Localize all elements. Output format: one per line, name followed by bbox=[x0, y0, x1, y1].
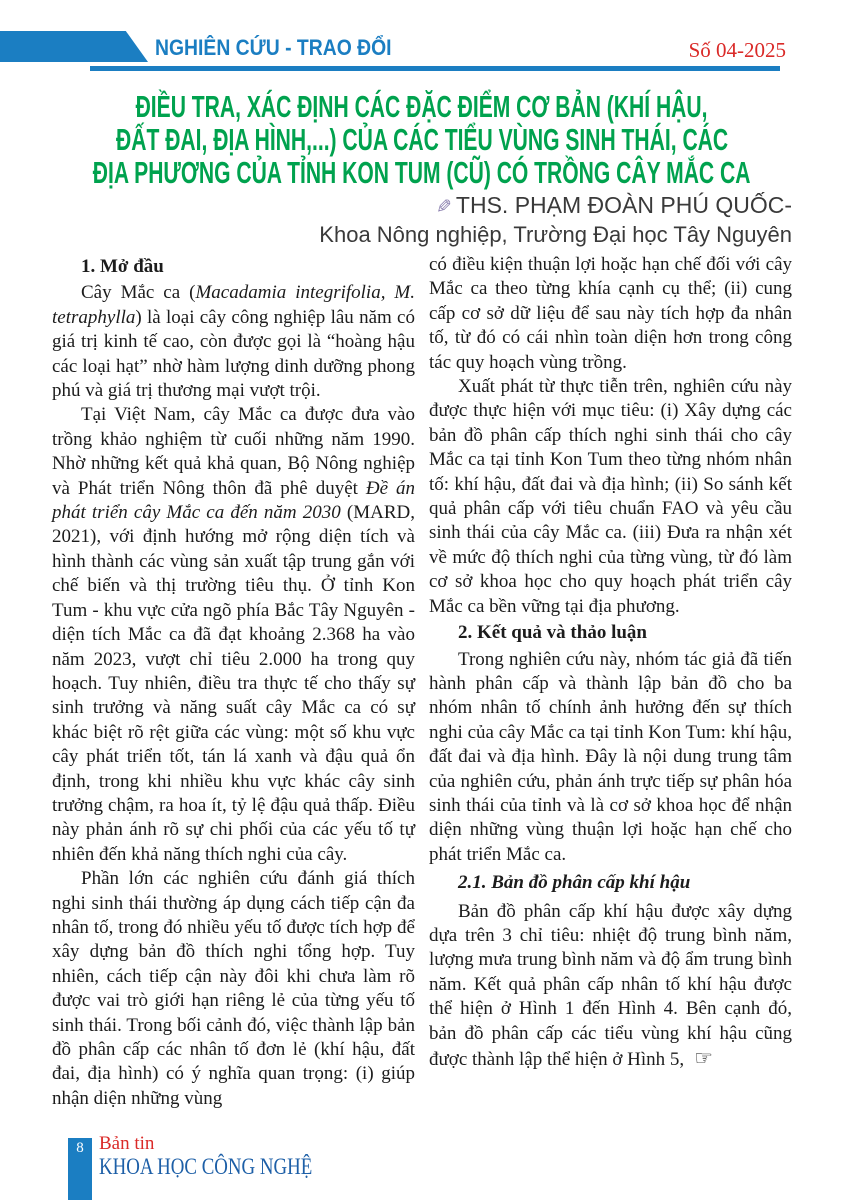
left-column bbox=[52, 253, 415, 1111]
paragraph-objectives: Xuất phát từ thực tiễn trên, nghiên cứu này được thực hiện với mục tiêu: (i) Xây dựng các bản đồ phân cấp thích nghi sinh thái cho cây Mắc ca tại tỉnh Kon Tum theo từng nhóm nhân tố: khí hậu, đất đai và địa hình; (ii) So sánh kết quả phân cấp với tiêu chuẩn FAO và yêu cầu sinh thái của cây Mắc ca. (iii) Đưa ra nhận xét về mức độ thích nghi của từng vùng, từ đó làm cơ sở khoa học cho quy hoạch phát triển cây Mắc ca bền vững tại địa phương. bbox=[429, 376, 792, 617]
article-body bbox=[52, 253, 793, 1111]
bulletin-label: Bản tin bbox=[99, 1133, 155, 1154]
bulletin-name: KHOA HỌC CÔNG NGHỆ bbox=[99, 1154, 313, 1179]
section-heading-1: 1. Mở đầu bbox=[81, 256, 164, 277]
issue-number: Số 04-2025 bbox=[688, 38, 786, 62]
page-number-bar bbox=[68, 1138, 92, 1200]
header-rule bbox=[90, 66, 780, 71]
paragraph-vietnam-context bbox=[52, 403, 415, 867]
article-title-line bbox=[0, 156, 844, 189]
paragraph-research-gap-continued: có điều kiện thuận lợi hoặc hạn chế đối với cây Mắc ca theo từng khía cạnh cụ thể; (ii) cung cấp cơ sở dữ liệu để sau này tích hợp đa nhân tố, từ đó có cái nhìn toàn diện hơn trong công tác quy hoạch vùng trồng. bbox=[429, 254, 792, 373]
pen-icon: ✎ bbox=[436, 197, 452, 218]
species-latin-name: Macadamia integrifolia, M. tetraphylla bbox=[52, 282, 415, 328]
paragraph-text: (MARD, 2021), với định hướng mở rộng diện tích và hình thành các vùng sản xuất tập trung gắn với chế biến và thị trường tiêu thụ. Ở tỉnh Kon Tum - khu vực cửa ngõ phía Bắc Tây Nguyên - diện tích Mắc ca đã đạt khoảng 2.368 ha vào năm 2023, vượt chỉ tiêu 2.000 ha trong quy hoạch. Tuy nhiên, điều tra thực tế cho thấy sự sinh trưởng và năng suất cây Mắc ca có sự khác biệt rõ rệt giữa các vùng: một số khu vực cây phát triển tốt, tán lá xanh và đậu quả ổn định, trong khi nhiều khu vực khác cây sinh trưởng chậm, ra hoa ít, tỷ lệ đậu quả thấp. Điều này phản ánh rõ sự chi phối của các yếu tố tự nhiên đến khả năng thích nghi của cây. bbox=[52, 502, 415, 865]
paragraph-text: Bản đồ phân cấp khí hậu được xây dựng dựa trên 3 chỉ tiêu: nhiệt độ trung bình năm, lượng mưa trung bình năm và độ ẩm trung bình năm. Kết quả phân cấp nhân tố khí hậu được thể hiện ở Hình 1 đến Hình 4. Bên cạnh đó, bản đồ phân cấp các tiểu vùng khí hậu cũng được thành lập thể hiện ở Hình 5, bbox=[429, 900, 792, 1070]
right-column bbox=[429, 253, 792, 1111]
article-title bbox=[0, 90, 844, 189]
footer-bulletin bbox=[99, 1134, 359, 1180]
article-title-text: ĐỊA PHƯƠNG CỦA TỈNH KON TUM (CŨ) CÓ TRỒNG CÂY MẮC CA bbox=[93, 155, 751, 190]
paragraph-text: Cây Mắc ca ( bbox=[81, 282, 196, 304]
author-name-line bbox=[319, 192, 792, 221]
paragraph-results-overview: Trong nghiên cứu này, nhóm tác giả đã tiến hành phân cấp và thành lập bản đồ cho ba nhóm nhân tố chính ảnh hưởng đến sự thích nghi của cây Mắc ca tại tỉnh Kon Tum: khí hậu, đất đai và địa hình. Đây là nội dung trung tâm của nghiên cứu, phản ánh trực tiếp sự phân hóa sinh thái của tỉnh và là cơ sở khoa học để nhận diện những vùng thuận lợi hoặc hạn chế cho phát triển Mắc ca. bbox=[429, 648, 792, 865]
page-number: 8 bbox=[76, 1140, 84, 1156]
bulletin-name-row bbox=[99, 1154, 359, 1180]
paragraph-research-gap: Phần lớn các nghiên cứu đánh giá thích nghi sinh thái thường áp dụng cách tiếp cận đa nhân tố, trong đó nhiều yếu tố được tích hợp để xây dựng bản đồ thích nghi tổng hợp. Tuy nhiên, cách tiếp cận này đôi khi chưa làm rõ được vai trò giới hạn riêng lẻ của từng yếu tố sinh thái. Trong bối cảnh đó, việc thành lập bản đồ phân cấp các nhân tố đơn lẻ (khí hậu, đất đai, địa hình) có ý nghĩa quan trọng: (i) giúp nhận diện những vùng bbox=[52, 868, 415, 1109]
paragraph-climate-map bbox=[429, 900, 792, 1073]
paragraph-text: Tại Việt Nam, cây Mắc ca được đưa vào trồng khảo nghiệm từ cuối những năm 1990. Nhờ những kết quả khả quan, Bộ Nông nghiệp và Phát triển Nông thôn đã phê duyệt bbox=[52, 404, 415, 499]
author-affiliation: Khoa Nông nghiệp, Trường Đại học Tây Nguyên bbox=[319, 222, 792, 247]
pointer-hand-icon: ☞ bbox=[694, 1046, 714, 1070]
author-block bbox=[319, 192, 792, 248]
header-ribbon bbox=[0, 31, 148, 62]
author-name: THS. PHẠM ĐOÀN PHÚ QUỐC- bbox=[455, 192, 792, 218]
article-title-line bbox=[0, 90, 844, 123]
article-title-text: ĐIỀU TRA, XÁC ĐỊNH CÁC ĐẶC ĐIỂM CƠ BẢN (KHÍ HẬU, bbox=[136, 89, 708, 124]
project-title-italic: Đề án phát triển cây Mắc ca đến năm 2030 bbox=[52, 477, 415, 524]
paragraph-intro bbox=[52, 281, 415, 403]
article-title-line bbox=[0, 123, 844, 156]
paragraph-text: ) là loại cây công nghiệp lâu năm có giá trị kinh tế cao, còn được gọi là “hoàng hậu các loại hạt” nhờ hàm lượng dinh dưỡng phong phú và giá trị thương mại vượt trội. bbox=[52, 306, 415, 402]
section-title: NGHIÊN CỨU - TRAO ĐỔI bbox=[155, 35, 392, 60]
article-title-text: ĐẤT ĐAI, ĐỊA HÌNH,...) CỦA CÁC TIỂU VÙNG SINH THÁI, CÁC bbox=[115, 122, 729, 157]
section-heading-2: 2. Kết quả và thảo luận bbox=[458, 622, 647, 644]
subsection-heading-2-1: 2.1. Bản đồ phân cấp khí hậu bbox=[458, 872, 691, 894]
